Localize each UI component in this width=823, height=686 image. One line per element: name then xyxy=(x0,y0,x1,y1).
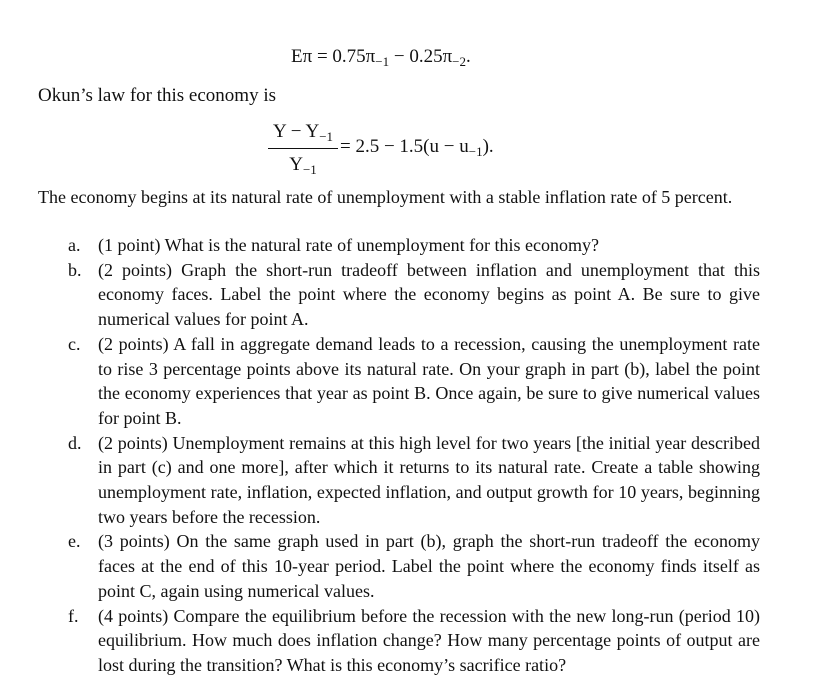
question-marker: e. xyxy=(68,531,81,552)
okun-equation-rhs xyxy=(340,136,494,160)
eq1-sub2: −2 xyxy=(452,54,467,69)
eq1-lhs: Eπ = 0.75π xyxy=(291,46,376,67)
expected-inflation-equation xyxy=(291,46,471,70)
okun-denominator-text: Y xyxy=(289,154,303,175)
question-item xyxy=(68,332,760,431)
question-marker: c. xyxy=(68,333,81,354)
eq1-mid: − 0.25π xyxy=(389,46,453,67)
question-item xyxy=(68,431,760,530)
question-marker: a. xyxy=(68,235,81,255)
okun-rhs-sub: −1 xyxy=(468,144,483,159)
question-item xyxy=(68,604,760,678)
okun-intro-text: Okun’s law for this economy is xyxy=(38,85,277,106)
okun-numerator-text: Y − Y xyxy=(272,121,320,142)
question-list xyxy=(68,233,760,678)
okun-numerator-sub: −1 xyxy=(319,129,334,144)
eq1-sub1: −1 xyxy=(375,54,390,69)
question-item xyxy=(68,258,760,332)
fraction-bar xyxy=(268,148,338,149)
question-text: (2 points) Unemployment remains at this high level for two years [the initial year described in part (c) and one more], after which it returns to its natural rate. Create a table showing unemployment rate, inflation, expected inflation, and output growth for 10 years, beginning two years before the recession. xyxy=(98,432,760,527)
question-item xyxy=(68,233,760,258)
question-marker: b. xyxy=(68,259,82,280)
intro-paragraph: The economy begins at its natural rate of unemployment with a stable inflation rate of 5 percent. xyxy=(38,187,733,207)
question-text: (4 points) Compare the equilibrium before the recession with the new long-run (period 10) equilibrium. How much does inflation change? How many percentage points of output are lost during the transition? What is this economy’s sacrifice ratio? xyxy=(98,605,760,675)
okun-denominator-sub: −1 xyxy=(302,162,317,177)
eq1-end: . xyxy=(466,46,471,67)
okun-denominator xyxy=(268,153,338,177)
question-text: (3 points) On the same graph used in part (b), graph the short-run tradeoff the economy faces at the end of this 10-year period. Label the point where the economy finds itself as point C, again using numerical values. xyxy=(98,531,760,601)
question-marker: f. xyxy=(68,605,79,626)
question-text: (2 points) A fall in aggregate demand leads to a recession, causing the unemployment rate to rise 3 percentage points above its natural rate. On your graph in part (b), label the point the economy experiences that year as point B. Once again, be sure to give numerical values for point B. xyxy=(98,333,760,428)
question-marker: d. xyxy=(68,432,82,453)
okun-numerator xyxy=(268,120,338,144)
question-text: (2 points) Graph the short-run tradeoff between inflation and unemployment that this economy faces. Label the point where the economy begins as point A. Be sure to give numerical values for point A. xyxy=(98,259,760,330)
okun-rhs-end: ). xyxy=(482,136,494,157)
question-text: (1 point) What is the natural rate of unemployment for this economy? xyxy=(98,235,600,255)
question-item xyxy=(68,529,760,603)
okun-fraction xyxy=(268,120,338,177)
okun-rhs-text: = 2.5 − 1.5(u − u xyxy=(340,136,469,157)
